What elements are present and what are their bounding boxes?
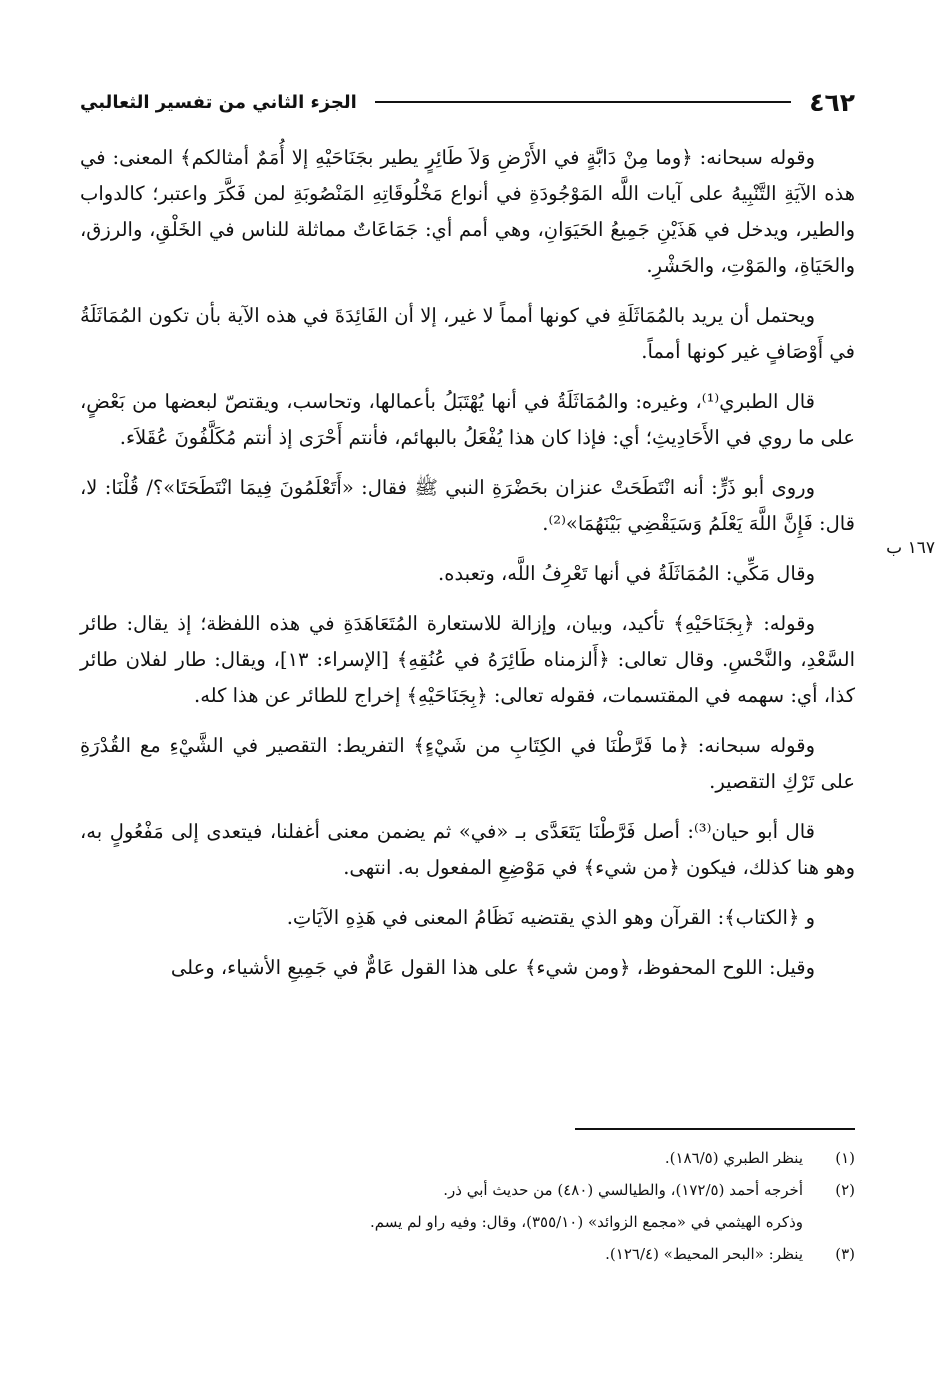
paragraph: وقوله سبحانه: ﴿ما فَرَّطْنَا في الكِتَابِ من شَيْءٍ﴾ التفريط: التقصير في الشَّيْءِ مع القُدْرَةِ على تَرْكِ التقصير.	[80, 734, 855, 793]
footnote	[80, 1238, 855, 1270]
paragraph: ويحتمل أن يريد بالمُمَاثَلَةِ في كونها أمماً لا غير، إلا أن الفَائِدَةَ في هذه الآية بأن تكون المُمَاثَلَةُ في أَوْصَافٍ غير كونها أمماً.	[80, 304, 855, 363]
footnote-text: وذكره الهيثمي في «مجمع الزوائد» (٣٥٥/١٠)، وقال: وفيه راو لم يسم.	[370, 1213, 803, 1231]
footnote-number: (٢)	[835, 1181, 855, 1199]
paragraph: و ﴿الكتاب﴾: القرآن وهو الذي يقتضيه نَظَامُ المعنى في هَذِهِ الآيَاتِ.	[286, 906, 815, 929]
margin-manuscript-marker: ١٦٧ ب	[886, 538, 935, 558]
paragraph: وقال مَكِّي: المُمَاثَلَةُ في أنها تَعْرِفُ اللَّه، وتعبده.	[438, 562, 815, 585]
paragraph: وروى أبو ذَرٍّ: أنه انْتَطَحَتْ عنزان بحَضْرَةِ النبي ﷺ فقال: «أَتَعْلَمُونَ فِيمَا انْتَطَحَتَا»؟/ قُلْنَا: لا، قال: فَإِنَّ اللَّهَ يَعْلَمُ وَسَيَقْضِي بَيْنَهُمَا»⁽²⁾.	[80, 476, 855, 535]
footnote-text: ينظر الطبري (١٨٦/٥).	[664, 1149, 803, 1167]
footnote-number: (١)	[835, 1149, 855, 1167]
page-number: ٤٦٢	[809, 87, 855, 117]
footnote-separator	[575, 1128, 855, 1130]
paragraph: وقيل: اللوح المحفوظ، ﴿ومن شيء﴾ على هذا القول عَامٌّ في جَمِيعِ الأشياء، وعلى	[170, 956, 815, 979]
footnotes	[80, 1142, 855, 1270]
header-rule	[375, 101, 791, 103]
footnote-text: ينظر: «البحر المحيط» (١٢٦/٤).	[605, 1245, 803, 1263]
paragraph: قال أبو حيان⁽³⁾: أصل فَرَّطْنَا يَتَعَدَّى بـ «في» ثم يضمن معنى أغفلنا، فيتعدى إلى مَفْعُولٍ به، وهو هنا كذلك، فيكون ﴿من شيء﴾ في مَوْضِعِ المفعول به. انتهى.	[80, 820, 855, 879]
paragraph: وقوله سبحانه: ﴿وما مِنْ دَابَّةٍ في الأَرْضِ وَلاَ طَائِرٍ يطير بجَنَاحَيْهِ إلا أُمَمٌ أمثالكم﴾ المعنى: في هذه الآيَةِ التَّنْبِيهُ على آيات اللَّه المَوْجُودَةِ في أنواع مَخْلُوقَاتِهِ المَنْصُوبَةِ لمن فَكَّرَ واعتبر؛ كالدواب والطير، ويدخل في هَذَيْنِ جَمِيعُ الحَيَوَانِ، وهي أمم أي: جَمَاعَاتٌ مماثلة للناس في الخَلْقِ، والرزق، والحَيَاةِ، والمَوْتِ، والحَشْرِ.	[80, 146, 855, 277]
footnote-continuation	[80, 1206, 855, 1238]
paragraph: وقوله: ﴿بِجَنَاحَيْهِ﴾ تأكيد، وبيان، وإزالة للاستعارة المُتَعَاهَدَةِ في هذه اللفظة؛ إذ يقال: طائر السَّعْدِ، والنَّحْسِ. وقال تعالى: ﴿أَلزمناه طَائِرَهُ في عُنُقِهِ﴾ [الإسراء: ١٣]، ويقال: طار لفلان طائر كذا، أي: سهمه في المقتسمات، فقوله تعالى: ﴿بِجَنَاحَيْهِ﴾ إخراج للطائر عن هذا كله.	[80, 612, 855, 707]
paragraph: قال الطبري⁽¹⁾، وغيره: والمُمَاثَلَةُ في أنها يُهْتَبَلُ بأعمالها، وتحاسب، ويقتصّ لبعضها من بَعْضٍ، على ما روي في الأَحَادِيثِ؛ أي: فإذا كان هذا يُفْعَلُ بالبهائم، فأنتم أَحْرَى إذ أنتم مُكَلَّفُونَ عُقَلاَء.	[80, 390, 855, 449]
footnote	[80, 1174, 855, 1206]
footnote-number: (٣)	[835, 1245, 855, 1263]
running-title: الجزء الثاني من تفسير الثعالبي	[80, 91, 357, 113]
footnote-text: أخرجه أحمد (١٧٢/٥)، والطيالسي (٤٨٠) من حديث أبي ذر.	[443, 1181, 803, 1199]
main-text	[80, 140, 855, 1000]
footnote	[80, 1142, 855, 1174]
page-header	[80, 82, 855, 122]
